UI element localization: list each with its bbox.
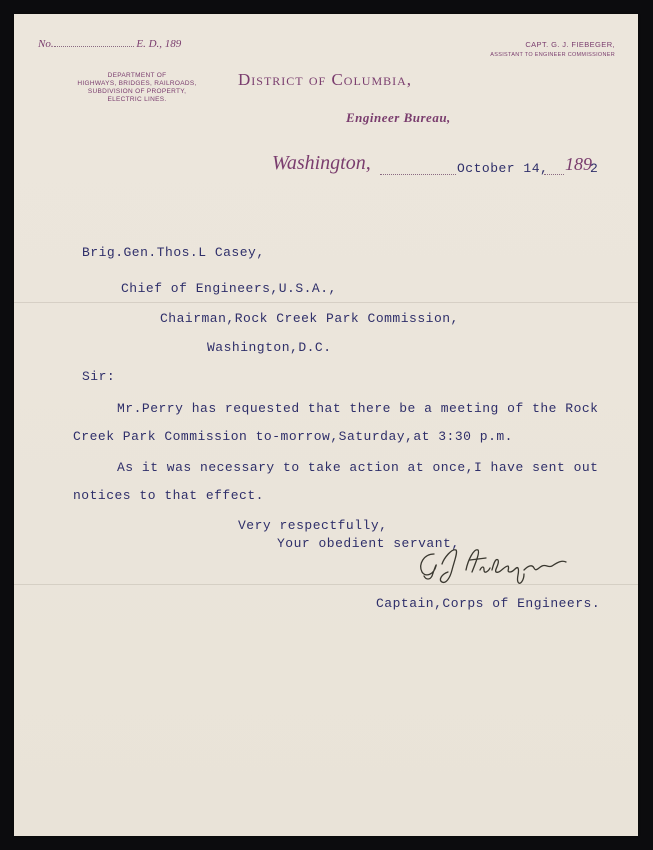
department-line: DEPARTMENT OF bbox=[107, 72, 167, 79]
department-line: ELECTRIC LINES. bbox=[107, 96, 167, 103]
body-line: notices to that effect. bbox=[73, 488, 264, 503]
department-block bbox=[62, 72, 212, 104]
body-line: Creek Park Commission to-morrow,Saturday,at 3:30 p.m. bbox=[73, 429, 513, 444]
department-line: SUBDIVISION OF PROPERTY, bbox=[87, 88, 187, 95]
signer-title: Captain,Corps of Engineers. bbox=[376, 596, 601, 611]
department-line: HIGHWAYS, BRIDGES, RAILROADS, bbox=[77, 80, 197, 87]
officer-block bbox=[490, 40, 615, 58]
paper-fold-line bbox=[14, 302, 638, 303]
recipient-line: Brig.Gen.Thos.L Casey, bbox=[82, 245, 265, 260]
bureau-heading: Engineer Bureau, bbox=[346, 110, 451, 125]
year-printed: 189 bbox=[565, 154, 592, 174]
body-line: Mr.Perry has requested that there be a meeting of the Rock bbox=[117, 401, 599, 416]
signature bbox=[412, 540, 572, 590]
officer-title: ASSISTANT TO ENGINEER COMMISSIONER bbox=[490, 52, 615, 58]
file-number-line bbox=[38, 38, 181, 50]
no-label: No. bbox=[38, 38, 54, 50]
recipient-line: Chairman,Rock Creek Park Commission, bbox=[160, 311, 459, 326]
closing: Very respectfully, bbox=[238, 518, 388, 533]
date-typed: October 14, bbox=[457, 161, 549, 176]
year-dots bbox=[544, 174, 564, 175]
officer-name: CAPT. G. J. FIEBEGER, bbox=[525, 40, 615, 49]
year-typed: 2 bbox=[590, 161, 599, 176]
file-number-dots bbox=[54, 46, 134, 47]
place-label: Washington, bbox=[272, 152, 371, 174]
body-line: As it was necessary to take action at once,I have sent out bbox=[117, 460, 599, 475]
ed-label: E. D., 189 bbox=[136, 38, 182, 50]
recipient-line: Chief of Engineers,U.S.A., bbox=[121, 281, 337, 296]
closing-2: Your obedient servant, bbox=[277, 536, 460, 551]
letter-paper bbox=[14, 14, 638, 836]
district-heading: District of Columbia, bbox=[238, 70, 413, 89]
place-dots bbox=[380, 174, 456, 175]
salutation: Sir: bbox=[82, 369, 116, 384]
recipient-line: Washington,D.C. bbox=[207, 340, 332, 355]
